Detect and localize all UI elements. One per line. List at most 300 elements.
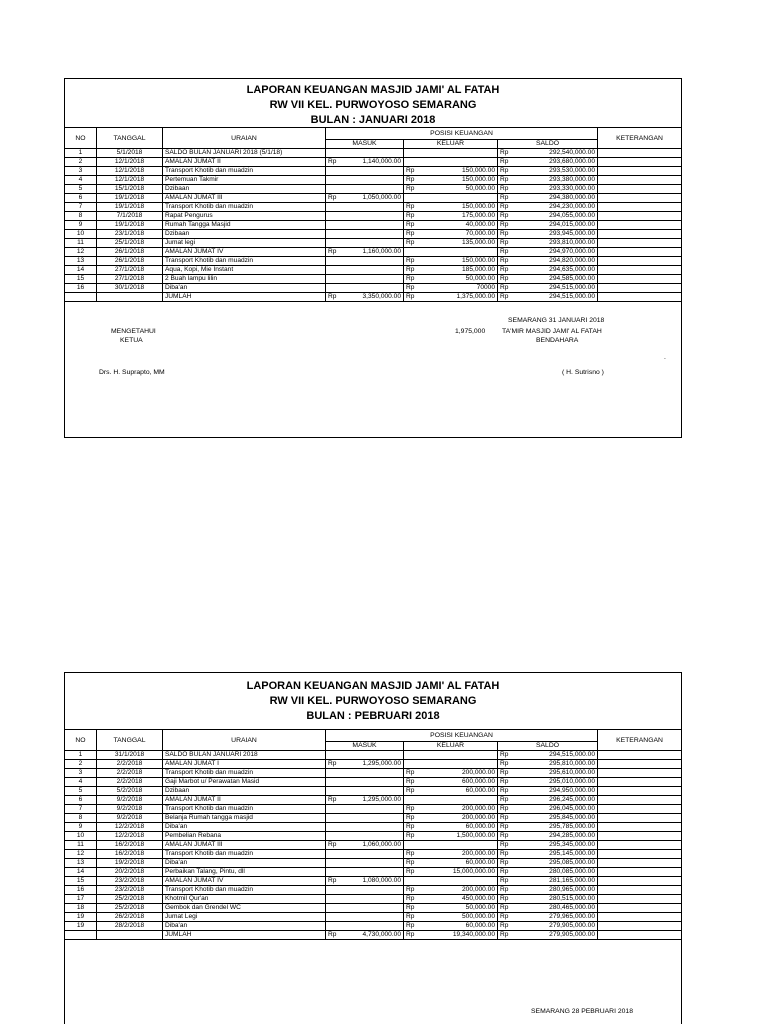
cell-saldo: 294,515,000.00	[512, 284, 598, 293]
cell-tanggal: 15/1/2018	[97, 185, 163, 194]
total-row: JUMLAH Rp 3,350,000.00 Rp 1,375,000.00 Rp 294,515,000.00	[65, 293, 682, 302]
cell-rp	[326, 787, 340, 796]
cell-uraian: Jumat Legi	[163, 913, 326, 922]
cell-rp	[404, 841, 418, 850]
cell-rp: Rp	[498, 158, 512, 167]
cell-tanggal: 19/1/2018	[97, 194, 163, 203]
cell-rp	[326, 266, 340, 275]
cell-uraian: Pembelian Rebana	[163, 832, 326, 841]
cell-no: 11	[65, 239, 97, 248]
cell-keterangan	[598, 805, 682, 814]
col-tanggal: TANGGAL	[97, 128, 163, 149]
cell-rp	[326, 769, 340, 778]
cell-masuk	[340, 230, 404, 239]
cell-saldo: 280,965,000.00	[512, 886, 598, 895]
cell-keterangan	[598, 922, 682, 931]
cell-rp: Rp	[404, 850, 418, 859]
cell-keluar: 40,000.00	[418, 221, 498, 230]
cell-tanggal: 12/2/2018	[97, 823, 163, 832]
cell-tanggal: 16/2/2018	[97, 850, 163, 859]
cell-rp: Rp	[404, 787, 418, 796]
col-uraian: URAIAN	[163, 128, 326, 149]
cell-saldo: 293,680,000.00	[512, 158, 598, 167]
cell-keterangan	[598, 248, 682, 257]
cell-no: 15	[65, 877, 97, 886]
cell-masuk	[340, 203, 404, 212]
cell-rp: Rp	[498, 913, 512, 922]
col-uraian: URAIAN	[163, 730, 326, 751]
cell-masuk	[340, 167, 404, 176]
cell-saldo: 293,330,000.00	[512, 185, 598, 194]
cell-keluar: 600,000.00	[418, 778, 498, 787]
cell-no: 4	[65, 176, 97, 185]
table-row	[65, 266, 682, 275]
cell-no: 7	[65, 203, 97, 212]
cell-no: 10	[65, 230, 97, 239]
cell-rp: Rp	[404, 805, 418, 814]
cell-keterangan	[598, 221, 682, 230]
col-masuk: MASUK	[326, 742, 404, 751]
table-row	[65, 760, 682, 769]
cell-tanggal: 2/2/2018	[97, 778, 163, 787]
cell-rp: Rp	[404, 239, 418, 248]
cell-saldo: 294,950,000.00	[512, 787, 598, 796]
cell-saldo: 294,230,000.00	[512, 203, 598, 212]
cell-rp: Rp	[404, 221, 418, 230]
cell-uraian: Rapat Pengurus	[163, 212, 326, 221]
cell-rp	[326, 832, 340, 841]
cell-saldo: 294,055,000.00	[512, 212, 598, 221]
cell-rp	[326, 913, 340, 922]
cell-masuk	[340, 769, 404, 778]
cell-tanggal: 26/1/2018	[97, 248, 163, 257]
cell-masuk	[340, 149, 404, 158]
ledger-body	[65, 149, 682, 293]
table-row	[65, 904, 682, 913]
cell-keterangan	[598, 212, 682, 221]
cell-tanggal: 7/1/2018	[97, 212, 163, 221]
cell-uraian: AMALAN JUMAT III	[163, 841, 326, 850]
total-row: JUMLAH Rp 4,730,000.00 Rp 19,340,000.00 Rp 279,905,000.00	[65, 931, 682, 940]
cell-no: 8	[65, 814, 97, 823]
cell-rp: Rp	[326, 158, 340, 167]
cell-keluar: 175,000.00	[418, 212, 498, 221]
cell-rp	[326, 275, 340, 284]
cell-masuk: 1,295,000.00	[340, 760, 404, 769]
table-row	[65, 203, 682, 212]
cell-saldo: 296,245,000.00	[512, 796, 598, 805]
cell-no: 13	[65, 859, 97, 868]
cell-uraian: Perbaikan Talang, Pintu, dll	[163, 868, 326, 877]
cell-masuk	[340, 257, 404, 266]
col-posisi-keuangan: POSISI KEUANGAN	[326, 730, 598, 742]
cell-tanggal: 25/2/2018	[97, 895, 163, 904]
cell-tanggal: 27/1/2018	[97, 275, 163, 284]
table-row	[65, 751, 682, 760]
cell-keluar: 200,000.00	[418, 814, 498, 823]
cell-keterangan	[598, 796, 682, 805]
cell-no: 18	[65, 904, 97, 913]
table-row	[65, 212, 682, 221]
cell-uraian: AMALAN JUMAT IV	[163, 877, 326, 886]
cell-tanggal: 5/2/2018	[97, 787, 163, 796]
cell-rp: Rp	[498, 284, 512, 293]
cell-rp: Rp	[498, 194, 512, 203]
cell-keluar: 1,500,000.00	[418, 832, 498, 841]
cell-masuk	[340, 212, 404, 221]
cell-saldo: 295,145,000.00	[512, 850, 598, 859]
cell-saldo: 295,845,000.00	[512, 814, 598, 823]
col-keterangan: KETERANGAN	[598, 730, 682, 751]
cell-rp	[404, 760, 418, 769]
table-row	[65, 778, 682, 787]
cell-rp: Rp	[498, 176, 512, 185]
cell-uraian: Transport Khotib dan muadzin	[163, 886, 326, 895]
table-row	[65, 149, 682, 158]
difference-value: 1,975,000	[455, 328, 486, 335]
cell-no: 5	[65, 787, 97, 796]
table-row	[65, 239, 682, 248]
cell-rp: Rp	[404, 275, 418, 284]
cell-uraian: Transport Khotib dan muadzin	[163, 769, 326, 778]
cell-masuk: 1,050,000.00	[340, 194, 404, 203]
cell-tanggal: 23/1/2018	[97, 230, 163, 239]
report-subtitle: RW VII KEL. PURWOYOSO SEMARANG	[269, 695, 477, 707]
cell-no: 7	[65, 805, 97, 814]
cell-masuk	[340, 266, 404, 275]
cell-masuk	[340, 886, 404, 895]
cell-tanggal: 20/2/2018	[97, 868, 163, 877]
cell-rp: Rp	[404, 832, 418, 841]
cell-no: 9	[65, 823, 97, 832]
cell-rp: Rp	[498, 868, 512, 877]
cell-saldo: 295,010,000.00	[512, 778, 598, 787]
cell-saldo: 294,635,000.00	[512, 266, 598, 275]
cell-rp: Rp	[498, 850, 512, 859]
cell-no: 9	[65, 221, 97, 230]
cell-keluar: 150,000.00	[418, 257, 498, 266]
tamir-label: TA'MIR MASJID JAMI' AL FATAH	[502, 328, 602, 335]
table-row	[65, 257, 682, 266]
cell-keluar: 50,000.00	[418, 275, 498, 284]
cell-tanggal: 26/1/2018	[97, 257, 163, 266]
cell-rp: Rp	[498, 877, 512, 886]
cell-saldo: 280,515,000.00	[512, 895, 598, 904]
cell-rp: Rp	[404, 167, 418, 176]
cell-rp	[404, 877, 418, 886]
cell-keterangan	[598, 158, 682, 167]
cell-rp: Rp	[498, 167, 512, 176]
cell-masuk	[340, 751, 404, 760]
cell-tanggal: 19/1/2018	[97, 203, 163, 212]
cell-masuk	[340, 823, 404, 832]
total-saldo: 279,905,000.00	[512, 931, 598, 940]
cell-no: 10	[65, 832, 97, 841]
cell-no: 6	[65, 796, 97, 805]
cell-uraian: Rumah Tangga Masjid	[163, 221, 326, 230]
cell-masuk	[340, 221, 404, 230]
cell-no: 12	[65, 248, 97, 257]
report-january	[64, 78, 682, 438]
report-title: LAPORAN KEUANGAN MASJID JAMI' AL FATAH	[246, 680, 500, 692]
cell-saldo: 296,045,000.00	[512, 805, 598, 814]
table-row	[65, 859, 682, 868]
cell-rp	[404, 751, 418, 760]
cell-masuk: 1,295,000.00	[340, 796, 404, 805]
cell-keterangan	[598, 895, 682, 904]
place-date: SEMARANG 31 JANUARI 2018	[508, 317, 605, 324]
cell-uraian: Dzibaan	[163, 230, 326, 239]
cell-keterangan	[598, 886, 682, 895]
cell-rp: Rp	[498, 841, 512, 850]
cell-rp: Rp	[498, 239, 512, 248]
table-row	[65, 823, 682, 832]
cell-rp	[326, 823, 340, 832]
table-row	[65, 805, 682, 814]
cell-keluar: 60,000.00	[418, 823, 498, 832]
cell-keterangan	[598, 841, 682, 850]
cell-rp	[404, 194, 418, 203]
cell-saldo: 281,165,000.00	[512, 877, 598, 886]
cell-tanggal: 31/1/2018	[97, 751, 163, 760]
cell-masuk	[340, 895, 404, 904]
cell-uraian: AMALAN JUMAT IV	[163, 248, 326, 257]
cell-rp: Rp	[404, 257, 418, 266]
cell-uraian: 2 Buah lampu lilin	[163, 275, 326, 284]
total-label: JUMLAH	[163, 293, 326, 302]
cell-rp: Rp	[498, 814, 512, 823]
cell-uraian: Aqua, Kopi, Mie Instant	[163, 266, 326, 275]
cell-keluar: 200,000.00	[418, 805, 498, 814]
cell-keterangan	[598, 913, 682, 922]
report-february	[64, 672, 682, 1024]
cell-keluar: 150,000.00	[418, 203, 498, 212]
total-masuk: 4,730,000.00	[340, 931, 404, 940]
cell-rp: Rp	[498, 796, 512, 805]
cell-keterangan	[598, 868, 682, 877]
report-month: BULAN : JANUARI 2018	[310, 114, 436, 126]
cell-rp: Rp	[404, 230, 418, 239]
cell-keterangan	[598, 203, 682, 212]
cell-saldo: 295,810,000.00	[512, 760, 598, 769]
cell-rp	[404, 248, 418, 257]
cell-keluar	[418, 841, 498, 850]
table-row	[65, 176, 682, 185]
cell-uraian: AMALAN JUMAT II	[163, 796, 326, 805]
cell-rp	[326, 221, 340, 230]
dot-mark: .	[664, 354, 666, 361]
report-title-block	[65, 673, 681, 729]
cell-uraian: Dzibaan	[163, 787, 326, 796]
cell-rp	[326, 886, 340, 895]
cell-tanggal: 23/2/2018	[97, 877, 163, 886]
cell-saldo: 295,610,000.00	[512, 769, 598, 778]
table-row	[65, 769, 682, 778]
cell-rp: Rp	[498, 769, 512, 778]
cell-no: 14	[65, 868, 97, 877]
cell-masuk: 1,160,000.00	[340, 248, 404, 257]
cell-rp	[326, 230, 340, 239]
cell-rp: Rp	[404, 185, 418, 194]
cell-no: 6	[65, 194, 97, 203]
cell-keterangan	[598, 787, 682, 796]
cell-rp	[326, 257, 340, 266]
cell-tanggal: 28/2/2018	[97, 922, 163, 931]
table-row	[65, 814, 682, 823]
cell-no: 14	[65, 266, 97, 275]
cell-tanggal: 23/2/2018	[97, 886, 163, 895]
cell-keluar: 200,000.00	[418, 850, 498, 859]
cell-keluar	[418, 751, 498, 760]
cell-masuk	[340, 850, 404, 859]
cell-rp: Rp	[404, 895, 418, 904]
cell-masuk	[340, 904, 404, 913]
total-keluar: 19,340,000.00	[418, 931, 498, 940]
cell-tanggal: 2/2/2018	[97, 769, 163, 778]
ledger-table	[64, 127, 682, 302]
cell-keterangan	[598, 167, 682, 176]
cell-rp: Rp	[498, 212, 512, 221]
cell-rp: Rp	[498, 805, 512, 814]
cell-rp	[326, 284, 340, 293]
cell-rp: Rp	[498, 823, 512, 832]
cell-saldo: 294,820,000.00	[512, 257, 598, 266]
cell-masuk	[340, 284, 404, 293]
cell-keterangan	[598, 185, 682, 194]
cell-keterangan	[598, 284, 682, 293]
cell-rp	[326, 167, 340, 176]
cell-rp: Rp	[326, 796, 340, 805]
cell-uraian: Jumat legi	[163, 239, 326, 248]
cell-keluar	[418, 158, 498, 167]
col-posisi-keuangan: POSISI KEUANGAN	[326, 128, 598, 140]
table-row	[65, 185, 682, 194]
bendahara-label: BENDAHARA	[536, 337, 579, 344]
table-row	[65, 850, 682, 859]
cell-keluar	[418, 194, 498, 203]
col-keluar: KELUAR	[404, 742, 498, 751]
cell-no: 2	[65, 760, 97, 769]
cell-tanggal: 9/2/2018	[97, 805, 163, 814]
cell-no: 1	[65, 751, 97, 760]
cell-no: 11	[65, 841, 97, 850]
col-keterangan: KETERANGAN	[598, 128, 682, 149]
cell-rp: Rp	[498, 149, 512, 158]
cell-no: 3	[65, 167, 97, 176]
table-row	[65, 868, 682, 877]
cell-masuk	[340, 185, 404, 194]
cell-keluar: 500,000.00	[418, 913, 498, 922]
cell-rp	[326, 239, 340, 248]
cell-rp	[326, 814, 340, 823]
cell-uraian: Diba'an	[163, 823, 326, 832]
col-no: NO	[65, 128, 97, 149]
cell-rp	[326, 859, 340, 868]
table-row	[65, 194, 682, 203]
cell-masuk	[340, 787, 404, 796]
cell-rp: Rp	[404, 176, 418, 185]
cell-no: 2	[65, 158, 97, 167]
mengetahui-label: MENGETAHUI	[111, 328, 156, 335]
total-keluar: 1,375,000.00	[418, 293, 498, 302]
cell-uraian: Transport Khotib dan muadzin	[163, 257, 326, 266]
cell-tanggal: 19/1/2018	[97, 221, 163, 230]
cell-rp	[326, 922, 340, 931]
cell-tanggal: 2/2/2018	[97, 760, 163, 769]
table-row	[65, 167, 682, 176]
cell-saldo: 293,380,000.00	[512, 176, 598, 185]
cell-keterangan	[598, 859, 682, 868]
table-row	[65, 832, 682, 841]
cell-no: 16	[65, 284, 97, 293]
report-month: BULAN : PEBRUARI 2018	[306, 710, 440, 722]
cell-masuk	[340, 239, 404, 248]
signature-block	[65, 302, 681, 382]
table-row	[65, 230, 682, 239]
total-label: JUMLAH	[163, 931, 326, 940]
cell-keterangan	[598, 176, 682, 185]
cell-uraian: Khotmil Qur'an	[163, 895, 326, 904]
cell-no: 3	[65, 769, 97, 778]
cell-rp	[326, 904, 340, 913]
cell-rp	[326, 778, 340, 787]
cell-saldo: 294,515,000.00	[512, 751, 598, 760]
cell-uraian: AMALAN JUMAT I	[163, 760, 326, 769]
cell-masuk	[340, 868, 404, 877]
cell-keterangan	[598, 760, 682, 769]
cell-keluar: 200,000.00	[418, 886, 498, 895]
cell-uraian: Transport Khotib dan muadzin	[163, 850, 326, 859]
cell-rp	[326, 805, 340, 814]
cell-keluar: 70,000.00	[418, 230, 498, 239]
cell-rp: Rp	[498, 257, 512, 266]
cell-rp: Rp	[498, 787, 512, 796]
cell-tanggal: 9/2/2018	[97, 814, 163, 823]
cell-no: 13	[65, 257, 97, 266]
cell-no: 17	[65, 895, 97, 904]
cell-no: 8	[65, 212, 97, 221]
cell-rp: Rp	[404, 266, 418, 275]
cell-masuk	[340, 859, 404, 868]
cell-rp: Rp	[326, 841, 340, 850]
cell-masuk	[340, 814, 404, 823]
cell-uraian: Belanja Rumah tangga masjid	[163, 814, 326, 823]
total-saldo: 294,515,000.00	[512, 293, 598, 302]
cell-rp: Rp	[404, 913, 418, 922]
table-row	[65, 922, 682, 931]
cell-rp: Rp	[498, 751, 512, 760]
cell-rp: Rp	[404, 212, 418, 221]
cell-uraian: SALDO BULAN JANUARI 2018	[163, 751, 326, 760]
cell-rp: Rp	[326, 248, 340, 257]
cell-masuk: 1,140,000.00	[340, 158, 404, 167]
table-row	[65, 877, 682, 886]
cell-rp: Rp	[498, 248, 512, 257]
cell-uraian: SALDO BULAN JANUARI 2018 (5/1/18)	[163, 149, 326, 158]
cell-rp	[326, 149, 340, 158]
cell-keterangan	[598, 904, 682, 913]
cell-rp: Rp	[498, 266, 512, 275]
cell-rp	[326, 868, 340, 877]
cell-uraian: Diba'an	[163, 922, 326, 931]
table-row	[65, 158, 682, 167]
cell-keluar	[418, 796, 498, 805]
cell-tanggal: 19/2/2018	[97, 859, 163, 868]
bendahara-name: ( H. Sutrisno )	[562, 369, 604, 376]
cell-no: 15	[65, 275, 97, 284]
total-masuk: 3,350,000.00	[340, 293, 404, 302]
cell-keterangan	[598, 832, 682, 841]
